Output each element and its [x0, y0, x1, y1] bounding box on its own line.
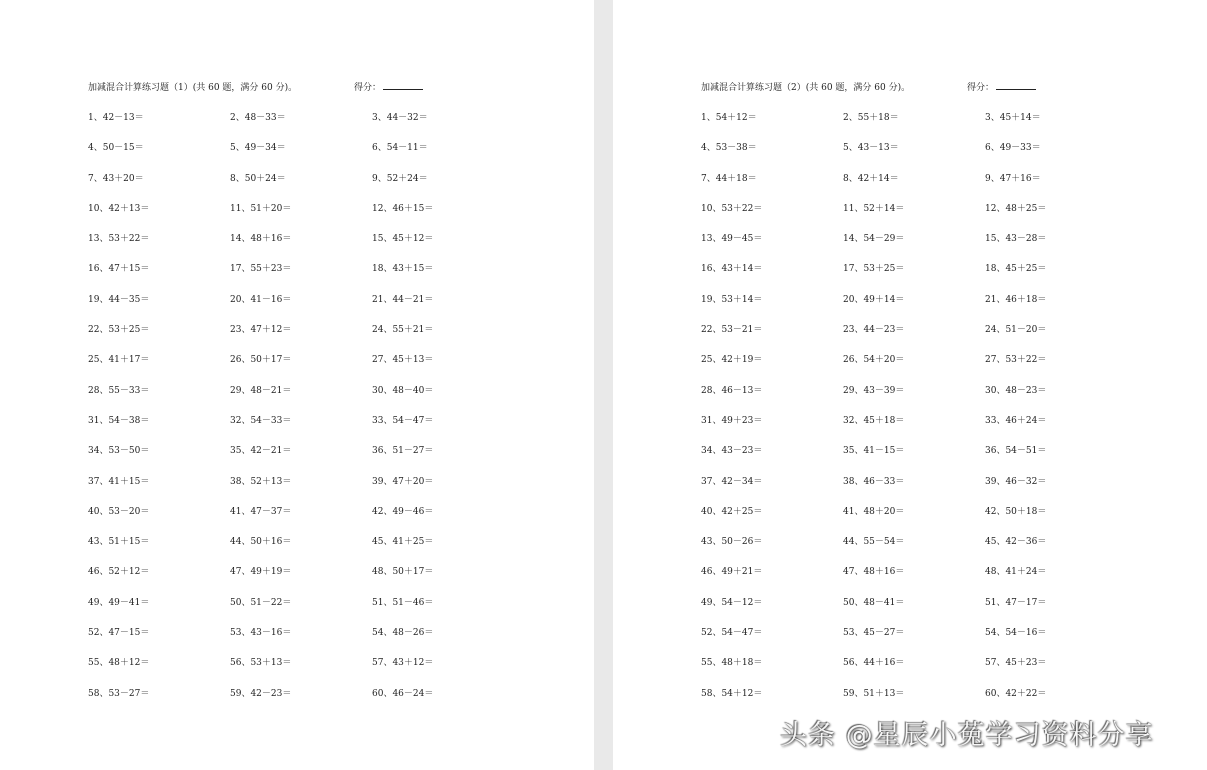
- question-item: 42、50＋18＝: [985, 506, 1047, 517]
- question-item: 52、47－15＝: [88, 628, 150, 639]
- question-item: 55、48＋18＝: [701, 658, 763, 669]
- question-item: 44、55－54＝: [843, 537, 905, 548]
- question-item: 16、43＋14＝: [701, 264, 763, 275]
- question-item: 15、45＋12＝: [372, 234, 434, 245]
- question-item: 2、48－33＝: [230, 113, 286, 123]
- question-item: 37、41＋15＝: [88, 476, 150, 487]
- question-item: 50、48－41＝: [843, 597, 905, 608]
- question-item: 33、46＋24＝: [985, 415, 1047, 426]
- score-label: 得分：: [967, 83, 995, 93]
- question-item: 43、50－26＝: [701, 537, 763, 548]
- question-item: 11、52＋14＝: [843, 203, 905, 214]
- question-item: 7、44＋18＝: [701, 173, 757, 184]
- question-item: 44、50＋16＝: [230, 537, 292, 548]
- question-item: 31、49＋23＝: [701, 415, 763, 426]
- question-item: 25、41＋17＝: [88, 355, 150, 366]
- question-item: 18、45＋25＝: [985, 264, 1047, 275]
- question-item: 54、48－26＝: [372, 628, 434, 639]
- score-blank: [996, 80, 1036, 90]
- score-blank: [383, 80, 423, 90]
- question-grid: [701, 112, 1127, 718]
- question-item: 50、51－22＝: [230, 597, 292, 608]
- question-item: 28、46－13＝: [701, 385, 763, 396]
- question-item: 28、55－33＝: [88, 385, 150, 396]
- question-item: 26、54＋20＝: [843, 355, 905, 366]
- question-item: 21、46＋18＝: [985, 294, 1047, 305]
- question-item: 42、49－46＝: [372, 506, 434, 517]
- question-item: 13、49－45＝: [701, 234, 763, 245]
- question-item: 48、41＋24＝: [985, 567, 1047, 578]
- question-item: 14、48＋16＝: [230, 234, 292, 245]
- question-item: 60、42＋22＝: [985, 688, 1047, 699]
- question-item: 24、55＋21＝: [372, 325, 434, 336]
- question-item: 59、51＋13＝: [843, 688, 905, 699]
- question-item: 6、49－33＝: [985, 143, 1041, 154]
- question-item: 9、52＋24＝: [372, 173, 428, 184]
- question-item: 19、53＋14＝: [701, 294, 763, 305]
- question-item: 40、42＋25＝: [701, 506, 763, 517]
- question-item: 3、44－32＝: [372, 113, 428, 123]
- question-item: 29、48－21＝: [230, 385, 292, 396]
- question-item: 39、47＋20＝: [372, 476, 434, 487]
- question-item: 57、45＋23＝: [985, 658, 1047, 669]
- question-item: 41、47－37＝: [230, 506, 292, 517]
- question-item: 29、43－39＝: [843, 385, 905, 396]
- watermark-text: 头条 @星辰小菟学习资料分享: [780, 720, 1154, 751]
- question-item: 47、49＋19＝: [230, 567, 292, 578]
- worksheet-title: 加减混合计算练习题（1）(共 60 题，满分 60 分)。: [88, 83, 298, 93]
- score-field: [354, 80, 423, 93]
- question-item: 26、50＋17＝: [230, 355, 292, 366]
- question-item: 36、54－51＝: [985, 446, 1047, 457]
- question-item: 48、50＋17＝: [372, 567, 434, 578]
- question-item: 21、44－21＝: [372, 294, 434, 305]
- question-item: 34、43－23＝: [701, 446, 763, 457]
- question-item: 17、53＋25＝: [843, 264, 905, 275]
- question-item: 6、54－11＝: [372, 143, 428, 154]
- question-item: 24、51－20＝: [985, 325, 1047, 336]
- question-item: 18、43＋15＝: [372, 264, 434, 275]
- question-item: 32、54－33＝: [230, 415, 292, 426]
- question-item: 53、43－16＝: [230, 628, 292, 639]
- question-item: 19、44－35＝: [88, 294, 150, 305]
- question-item: 52、54－47＝: [701, 628, 763, 639]
- question-item: 51、47－17＝: [985, 597, 1047, 608]
- question-item: 7、43＋20＝: [88, 173, 144, 184]
- question-item: 22、53－21＝: [701, 325, 763, 336]
- question-item: 32、45＋18＝: [843, 415, 905, 426]
- question-grid: [88, 112, 514, 718]
- question-item: 40、53－20＝: [88, 506, 150, 517]
- question-item: 23、44－23＝: [843, 325, 905, 336]
- question-item: 60、46－24＝: [372, 688, 434, 699]
- question-item: 5、43－13＝: [843, 143, 899, 154]
- question-item: 1、42－13＝: [88, 113, 144, 123]
- worksheet-title: 加减混合计算练习题（2）(共 60 题，满分 60 分)。: [701, 83, 911, 93]
- worksheet-page-2: [613, 0, 1207, 770]
- question-item: 33、54－47＝: [372, 415, 434, 426]
- question-item: 35、41－15＝: [843, 446, 905, 457]
- question-item: 30、48－40＝: [372, 385, 434, 396]
- question-item: 30、48－23＝: [985, 385, 1047, 396]
- question-item: 46、49＋21＝: [701, 567, 763, 578]
- question-item: 57、43＋12＝: [372, 658, 434, 669]
- question-item: 4、50－15＝: [88, 143, 144, 154]
- question-item: 2、55＋18＝: [843, 113, 899, 123]
- question-item: 54、54－16＝: [985, 628, 1047, 639]
- question-item: 20、41－16＝: [230, 294, 292, 305]
- question-item: 34、53－50＝: [88, 446, 150, 457]
- question-item: 56、44＋16＝: [843, 658, 905, 669]
- question-item: 37、42－34＝: [701, 476, 763, 487]
- question-item: 15、43－28＝: [985, 234, 1047, 245]
- question-item: 13、53＋22＝: [88, 234, 150, 245]
- question-item: 45、42－36＝: [985, 537, 1047, 548]
- question-item: 49、49－41＝: [88, 597, 150, 608]
- question-item: 1、54＋12＝: [701, 113, 757, 123]
- question-item: 59、42－23＝: [230, 688, 292, 699]
- worksheet-page-1: [0, 0, 594, 770]
- question-item: 4、53－38＝: [701, 143, 757, 154]
- question-item: 45、41＋25＝: [372, 537, 434, 548]
- question-item: 51、51－46＝: [372, 597, 434, 608]
- question-item: 22、53＋25＝: [88, 325, 150, 336]
- question-item: 47、48＋16＝: [843, 567, 905, 578]
- question-item: 10、53＋22＝: [701, 203, 763, 214]
- question-item: 58、54＋12＝: [701, 688, 763, 699]
- question-item: 53、45－27＝: [843, 628, 905, 639]
- question-item: 8、50＋24＝: [230, 173, 286, 184]
- question-item: 58、53－27＝: [88, 688, 150, 699]
- question-item: 12、46＋15＝: [372, 203, 434, 214]
- question-item: 41、48＋20＝: [843, 506, 905, 517]
- question-item: 14、54－29＝: [843, 234, 905, 245]
- question-item: 10、42＋13＝: [88, 203, 150, 214]
- question-item: 36、51－27＝: [372, 446, 434, 457]
- question-item: 9、47＋16＝: [985, 173, 1041, 184]
- question-item: 27、53＋22＝: [985, 355, 1047, 366]
- question-item: 43、51＋15＝: [88, 537, 150, 548]
- question-item: 3、45＋14＝: [985, 113, 1041, 123]
- score-field: [967, 80, 1036, 93]
- question-item: 56、53＋13＝: [230, 658, 292, 669]
- question-item: 11、51＋20＝: [230, 203, 292, 214]
- question-item: 20、49＋14＝: [843, 294, 905, 305]
- question-item: 35、42－21＝: [230, 446, 292, 457]
- question-item: 38、52＋13＝: [230, 476, 292, 487]
- question-item: 8、42＋14＝: [843, 173, 899, 184]
- question-item: 5、49－34＝: [230, 143, 286, 154]
- question-item: 31、54－38＝: [88, 415, 150, 426]
- question-item: 17、55＋23＝: [230, 264, 292, 275]
- question-item: 27、45＋13＝: [372, 355, 434, 366]
- question-item: 23、47＋12＝: [230, 325, 292, 336]
- question-item: 16、47＋15＝: [88, 264, 150, 275]
- question-item: 38、46－33＝: [843, 476, 905, 487]
- question-item: 55、48＋12＝: [88, 658, 150, 669]
- score-label: 得分：: [354, 83, 382, 93]
- question-item: 49、54－12＝: [701, 597, 763, 608]
- question-item: 46、52＋12＝: [88, 567, 150, 578]
- question-item: 12、48＋25＝: [985, 203, 1047, 214]
- question-item: 25、42＋19＝: [701, 355, 763, 366]
- question-item: 39、46－32＝: [985, 476, 1047, 487]
